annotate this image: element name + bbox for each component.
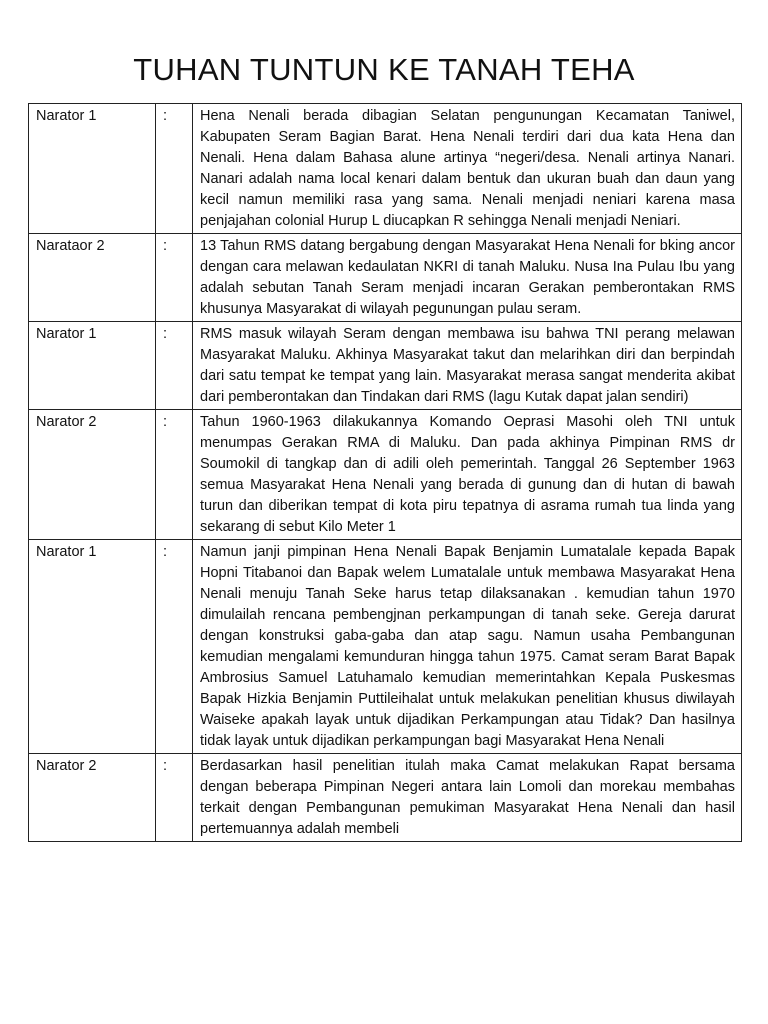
narration-text-cell: RMS masuk wilayah Seram dengan membawa isu bahwa TNI perang melawan Masyarakat Maluku. Akhinya Masyarakat takut dan melarihkan diri dan berpindah dari satu tempat ke tempat yang lain. Masyarakat merasa sangat menderita akibat dari pemberontakan dan Tindakan dari RMS (lagu Kutak dapat jalan sendiri) (193, 322, 742, 410)
separator-cell: : (156, 540, 193, 754)
table-row (29, 104, 742, 234)
separator-cell: : (156, 104, 193, 234)
separator-cell: : (156, 754, 193, 842)
table-row (29, 322, 742, 410)
narration-text-cell: Namun janji pimpinan Hena Nenali Bapak Benjamin Lumatalale kepada Bapak Hopni Titabanoi dan Bapak welem Lumatalale untuk membawa Masyarakat Hena Nenali menuju Tanah Seke harus tetap dilaksanakan . kemudian tahun 1970 dimulailah rencana pembengjnan perkampungan di tanah seke. Gereja darurat dengan konstruksi gaba-gaba dan atap sagu. Namun usaha Pembangunan kemudian mengalami kemunduran hingga tahun 1975. Camat seram Barat Bapak Ambrosius Samuel Latuhamalo kemudian memerintahkan Kepala Puskesmas Bapak Hizkia Benjamin Puttileihalat untuk melakukan penelitian khusus diwilayah Waiseke apakah layak untuk dijadikan Perkampungan atau Tidak? Dan hasilnya tidak layak untuk dijadikan perkampungan bagi Masyarakat Hena Nenali (193, 540, 742, 754)
separator-cell: : (156, 234, 193, 322)
narration-text-cell: Tahun 1960-1963 dilakukannya Komando Oeprasi Masohi oleh TNI untuk menumpas Gerakan RMA di Maluku. Dan pada akhinya Pimpinan RMS dr Soumokil di tangkap dan di adili oleh pemerintah. Tanggal 26 September 1963 semua Masyarakat Hena Nenali yang berada di gunung dan di hutan di bawah turun dan diberikan tempat di kota piru tepatnya di asrama rumah tua linda yang sekarang di sebut Kilo Meter 1 (193, 410, 742, 540)
speaker-cell: Narataor 2 (29, 234, 156, 322)
speaker-cell: Narator 1 (29, 540, 156, 754)
table-row (29, 540, 742, 754)
narration-text: Berdasarkan hasil penelitian itulah maka Camat melakukan Rapat bersama dengan beberapa Pimpinan Negeri antara lain Lomoli dan morekau membahas terkait dengan Pembangunan pemukiman Masyarakat Hena Nenali dan hasil pertemuannya adalah membeli (200, 758, 735, 837)
separator-cell: : (156, 410, 193, 540)
speaker-cell: Narator 2 (29, 754, 156, 842)
narration-table (28, 103, 742, 842)
speaker-cell: Narator 2 (29, 410, 156, 540)
narration-text-cell: 13 Tahun RMS datang bergabung dengan Masyarakat Hena Nenali for bking ancor dengan cara melawan kedaulatan NKRI di tanah Maluku. Nusa Ina Pulau Ibu yang adalah sebutan Tanah Seram menjadi incaran Gerakan pemberontakan RMS khusunya Masyarakat di wilayah pegunungan pulau seram. (193, 234, 742, 322)
separator-cell: : (156, 322, 193, 410)
table-row (29, 754, 742, 842)
speaker-cell: Narator 1 (29, 104, 156, 234)
table-row (29, 410, 742, 540)
narration-text-cell: Hena Nenali berada dibagian Selatan pengunungan Kecamatan Taniwel, Kabupaten Seram Bagian Barat. Hena Nenali terdiri dari dua kata Hena dan Nenali. Hena dalam Bahasa alune artinya “negeri/desa. Nenali artinya Nanari. Nanari adalah nama local kenari dalam bentuk dan ukuran buah dan daun yang kecil namun memiliki rasa yang sama. Nenali menjadi neniari karena masa penjajahan colonial Hurup L diucapkan R sehingga Nenali menjadi Neniari. (193, 104, 742, 234)
table-row (29, 234, 742, 322)
narration-text-cell (193, 754, 742, 842)
speaker-cell: Narator 1 (29, 322, 156, 410)
document-title: TUHAN TUNTUN KE TANAH TEHA (133, 52, 635, 87)
